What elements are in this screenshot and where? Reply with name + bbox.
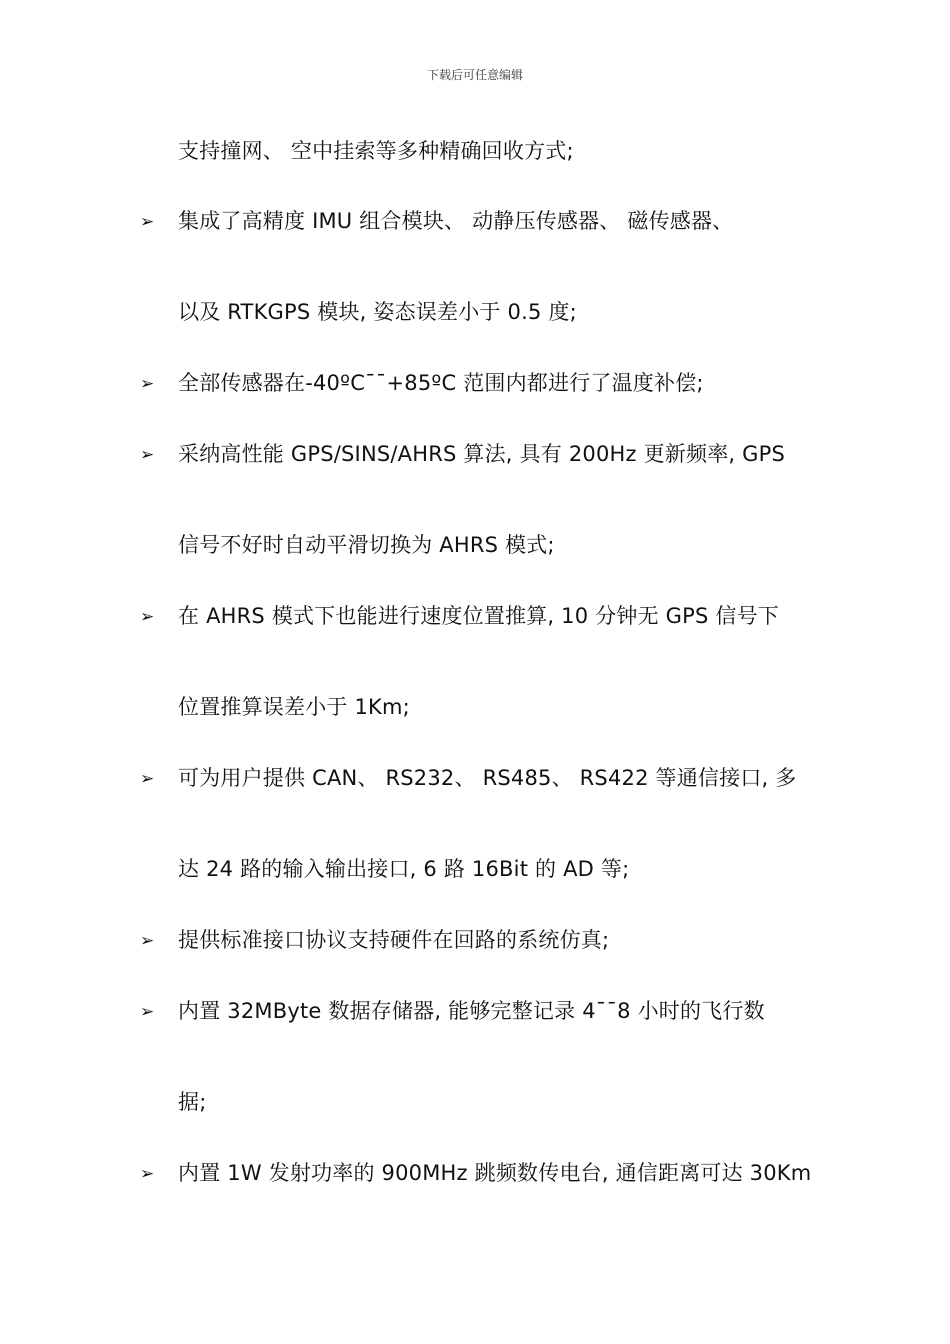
text-line: 支持撞网、 空中挂索等多种精确回收方式;	[178, 139, 574, 163]
text-line: 达 24 路的输入输出接口, 6 路 16Bit 的 AD 等;	[178, 857, 630, 881]
text-line: 提供标准接口协议支持硬件在回路的系统仿真;	[178, 928, 610, 952]
text-line: 全部传感器在-40ºC¯¯+85ºC 范围内都进行了温度补偿;	[178, 371, 704, 395]
page-header: 下载后可任意编辑	[426, 68, 523, 82]
bullet-arrow-icon: ➢	[140, 931, 155, 951]
text-line: 在 AHRS 模式下也能进行速度位置推算, 10 分钟无 GPS 信号下	[178, 604, 779, 628]
text-line: 信号不好时自动平滑切换为 AHRS 模式;	[178, 533, 555, 557]
text-line: 集成了高精度 IMU 组合模块、 动静压传感器、 磁传感器、	[178, 209, 734, 233]
text-line: 采纳高性能 GPS/SINS/AHRS 算法, 具有 200Hz 更新频率, GPS	[178, 442, 786, 466]
bullet-arrow-icon: ➢	[140, 212, 155, 232]
text-line: 以及 RTKGPS 模块, 姿态误差小于 0.5 度;	[178, 300, 577, 324]
bullet-arrow-icon: ➢	[140, 769, 155, 789]
bullet-arrow-icon: ➢	[140, 374, 155, 394]
bullet-arrow-icon: ➢	[140, 445, 155, 465]
text-line: 可为用户提供 CAN、 RS232、 RS485、 RS422 等通信接口, 多	[178, 766, 797, 790]
bullet-arrow-icon: ➢	[140, 1002, 155, 1022]
text-line: 内置 32MByte 数据存储器, 能够完整记录 4¯¯8 小时的飞行数	[178, 999, 765, 1023]
text-line: 内置 1W 发射功率的 900MHz 跳频数传电台, 通信距离可达 30Km	[178, 1161, 812, 1185]
bullet-arrow-icon: ➢	[140, 607, 155, 627]
text-line: 位置推算误差小于 1Km;	[178, 695, 410, 719]
text-line: 据;	[178, 1090, 207, 1114]
bullet-arrow-icon: ➢	[140, 1164, 155, 1184]
